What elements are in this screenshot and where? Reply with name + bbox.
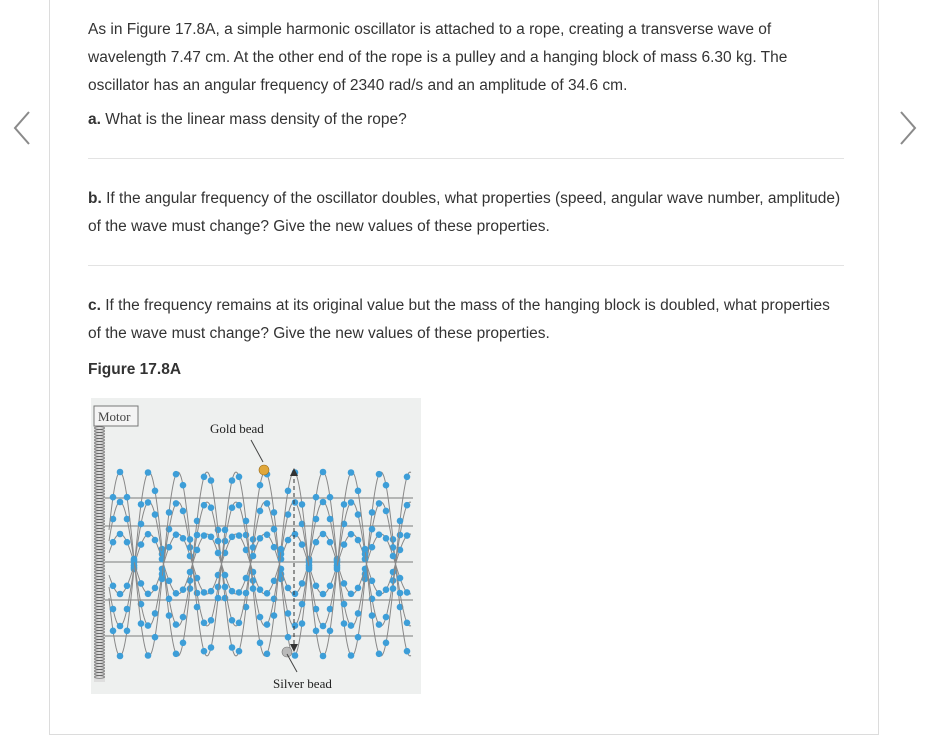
bead [376,500,383,507]
bead [229,644,236,651]
bead [257,508,264,515]
bead [264,500,271,507]
bead [327,494,334,501]
bead [229,504,236,511]
bead [383,508,390,515]
bead [215,584,222,591]
divider [88,265,844,266]
prev-button[interactable] [8,106,38,150]
bead [404,502,411,509]
bead [285,511,292,518]
bead [180,614,187,621]
bead [180,508,187,515]
bead [369,526,376,533]
bead [404,474,411,481]
bead [264,621,271,628]
bead [271,544,278,551]
bead [236,648,243,655]
bead [201,620,208,627]
bead [250,585,257,592]
bead [243,532,250,539]
bead [383,586,390,593]
bead [327,628,334,635]
bead [243,518,250,525]
bead [173,651,180,658]
bead [271,526,278,533]
bead [215,538,222,545]
bead [236,589,243,596]
bead [320,499,327,506]
bead [173,531,180,538]
bead [299,501,306,508]
bead [208,617,215,624]
bead [292,591,299,598]
bead [194,604,201,611]
bead [285,537,292,544]
bead [250,536,257,543]
bead [355,634,362,641]
bead [208,534,215,541]
bead [166,509,173,516]
bead [264,590,271,597]
question-intro: As in Figure 17.8A, a simple harmonic oscillator is attached to a rope, creating a transverse wave of wavelength 7.47 cm. At the other end of the rope is a pulley and a hanging block of mass 6.30 kg. The oscillator has an angular frequency of 2340 rad/s and an amplitude of 34.6 cm. [88,21,788,94]
bead [152,634,159,641]
bead [383,614,390,621]
spring-coil [94,426,105,682]
bead [194,590,201,597]
bead [243,575,250,582]
bead [117,623,124,630]
bead [180,482,187,489]
bead [404,620,411,627]
bead [145,469,152,476]
bead [145,622,152,629]
chevron-right-icon [892,106,922,150]
bead [320,469,327,476]
question-content [88,16,844,384]
bead [292,652,299,659]
figure-17-8a [91,398,421,694]
bead [341,541,348,548]
part-c-text: If the frequency remains at its original value but the mass of the hanging block is doubled, what properties of the wave must change? Give the new values of these properties. [88,297,830,342]
part-b-label: b. [88,190,102,207]
bead [348,531,355,538]
bead [124,539,131,546]
bead [257,535,264,542]
bead [299,601,306,608]
bead [355,585,362,592]
bead [404,532,411,539]
bead [138,620,145,627]
bead [138,501,145,508]
bead [348,469,355,476]
bead [173,471,180,478]
bead [313,628,320,635]
bead [222,584,229,591]
bead [271,612,278,619]
bead [138,521,145,528]
bead [313,516,320,523]
bead [166,612,173,619]
wave-diagram [91,398,421,694]
part-c-label: c. [88,297,101,314]
bead [166,578,173,585]
bead [173,500,180,507]
bead [131,556,138,563]
bead [229,477,236,484]
bead [215,595,222,602]
bead [152,488,159,495]
bead [257,614,264,621]
bead [383,535,390,542]
part-b-text: If the angular frequency of the oscillator doubles, what properties (speed, angular wave number, amplitude) of the wave must change? Give the new values of these properties. [88,190,841,235]
bead [264,651,271,658]
bead [299,541,306,548]
bead [124,583,131,590]
chevron-left-icon [8,106,38,150]
part-c [88,292,844,348]
bead [124,606,131,613]
bead [117,591,124,598]
bead [194,532,201,539]
bead [327,539,334,546]
bead [208,477,215,484]
bead [320,591,327,598]
bead [341,580,348,587]
bead [117,653,124,660]
bead [152,610,159,617]
bead [327,583,334,590]
bead [110,583,117,590]
bead [383,640,390,647]
bead [397,532,404,539]
bead [110,539,117,546]
bead [110,628,117,635]
bead [187,585,194,592]
bead [243,590,250,597]
bead [236,474,243,481]
bead [124,628,131,635]
bead [201,589,208,596]
divider [88,158,844,159]
bead [341,601,348,608]
bead [397,590,404,597]
bead [299,580,306,587]
bead [285,585,292,592]
bead [320,653,327,660]
bead [250,577,257,584]
bead [355,537,362,544]
bead [201,532,208,539]
bead [355,488,362,495]
bead [110,494,117,501]
bead [166,596,173,603]
bead [194,547,201,554]
bead [159,576,166,583]
bead [222,572,229,579]
bead [404,648,411,655]
bead [383,482,390,489]
motor-label: Motor [98,409,131,424]
bead [376,590,383,597]
bead [362,546,369,553]
bead [138,541,145,548]
bead [236,502,243,509]
bead [110,606,117,613]
bead [201,648,208,655]
bead [355,610,362,617]
bead [145,499,152,506]
bead [278,546,285,553]
bead [285,634,292,641]
bead [236,620,243,627]
bead [208,588,215,595]
bead [320,623,327,630]
bead [285,610,292,617]
bead [208,504,215,511]
bead [152,511,159,518]
bead [341,620,348,627]
bead [348,591,355,598]
bead [180,535,187,542]
bead [117,531,124,538]
bead [271,509,278,516]
bead [313,539,320,546]
bead [215,550,222,557]
bead [236,532,243,539]
bead [341,501,348,508]
bead [390,585,397,592]
bead [369,509,376,516]
bead [138,580,145,587]
gold-bead-label: Gold bead [210,421,264,436]
bead [404,589,411,596]
bead [117,469,124,476]
bead [257,586,264,593]
bead [313,494,320,501]
bead [376,651,383,658]
bead [145,591,152,598]
bead [124,494,131,501]
bead [285,488,292,495]
figure-title: Figure 17.8A [88,361,182,378]
silver-bead-label: Silver bead [273,676,332,691]
bead [152,537,159,544]
bead [250,553,257,560]
part-b [88,185,844,241]
part-a-label: a. [88,111,101,128]
bead [229,534,236,541]
gold-bead [259,465,269,475]
bead [180,640,187,647]
bead [355,511,362,518]
bead [208,644,215,651]
bead [397,575,404,582]
bead [299,620,306,627]
bead [369,612,376,619]
bead [145,531,152,538]
bead [348,499,355,506]
part-a [88,106,844,134]
bead [369,544,376,551]
bead [222,527,229,534]
bead [117,499,124,506]
bead [376,531,383,538]
bead [187,536,194,543]
bead [292,499,299,506]
part-a-text: What is the linear mass density of the rope? [105,111,407,128]
bead [306,566,313,573]
bead [173,590,180,597]
bead [201,502,208,509]
silver-bead [282,647,292,657]
bead [187,569,194,576]
bead [201,474,208,481]
bead [257,640,264,647]
bead [152,585,159,592]
bead [229,588,236,595]
bead [397,518,404,525]
bead [292,622,299,629]
bead [180,586,187,593]
bead [348,652,355,659]
next-button[interactable] [892,106,922,150]
bead [376,621,383,628]
bead [320,531,327,538]
bead [348,622,355,629]
bead [229,617,236,624]
bead [145,652,152,659]
bead [313,583,320,590]
bead [334,566,341,573]
bead [390,577,397,584]
bead [264,531,271,538]
bead [390,553,397,560]
bead [187,544,194,551]
bead [376,471,383,478]
bead [292,531,299,538]
bead [390,536,397,543]
bead [222,538,229,545]
bead [327,516,334,523]
bead [173,621,180,628]
bead [257,482,264,489]
